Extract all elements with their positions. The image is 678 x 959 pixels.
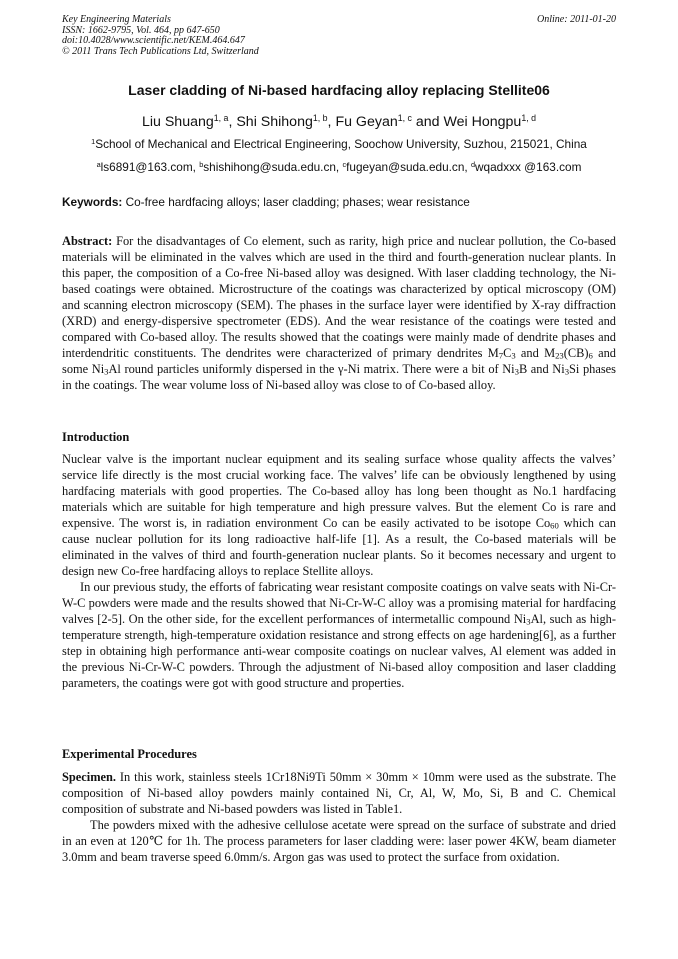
email-address: shishihong@suda.edu.cn, [203, 160, 343, 174]
issn-line: ISSN: 1662-9795, Vol. 464, pp 647-650 [62, 24, 220, 36]
keywords-label: Keywords: [62, 195, 123, 209]
introduction-body [62, 451, 616, 691]
paragraph [62, 579, 616, 691]
subscript: 7 [498, 350, 504, 361]
paragraph-text: Al, such as high-temperature strength, high-temperature oxidation resistance and strong effects on age hardening[6], as a further step in obtaining high performance anti-wear composite coatings on nuclear valves, Al element was added in the previous Ni-Cr-W-C powders. Through the adjustment of Ni-based alloy composition and laser cladding parameters, the coatings were got with good structure and properties. [62, 612, 616, 690]
affiliation [62, 137, 616, 151]
email-sup: c [342, 159, 347, 169]
experimental-body [62, 769, 616, 865]
paragraph-text: Nuclear valve is the important nuclear equipment and its sealing surface whose quality affects the valves’ service life directly is the most crucial working face. The valves’ life can be obviously lengthened by using hardfacing materials with good properties. The Co-based alloy has long been thought as No.1 hardfacing materials which are suitable for high temperature and high pressure valves. But the element Co is rare and expensive. The worst is, in radiation environment Co can be easily activated to be isotope Co [62, 452, 616, 530]
keywords [62, 195, 622, 209]
email-sup: b [199, 159, 204, 169]
author-sup: 1, a [213, 113, 229, 124]
author-list [62, 114, 616, 130]
email-address: fugeyan@suda.edu.cn, [346, 160, 471, 174]
email-address: ls6891@163.com, [100, 160, 200, 174]
author-sup: 1, d [521, 113, 537, 124]
running-header [62, 15, 616, 57]
subscript: 6 [588, 350, 593, 361]
subscript: 60 [550, 520, 559, 531]
abstract-text: and some Ni [62, 346, 616, 376]
author-sup: 1, c [397, 113, 412, 124]
abstract-text: (CB) [563, 346, 589, 360]
copyright-line: © 2011 Trans Tech Publications Ltd, Switzerland [62, 45, 259, 57]
email-sup: a [96, 159, 101, 169]
paragraph-text: In this work, stainless steels 1Cr18Ni9Ti 50mm × 30mm × 10mm were used as the substrate. The composition of Ni-based alloy powders mainly contained Ni, Cr, Al, W, Mo, Si, B and C. Chemical composition of substrate and Ni-based powders was listed in Table1. [62, 770, 616, 816]
journal-name: Key Engineering Materials [62, 14, 171, 25]
paragraph [62, 769, 616, 817]
subscript: 3 [564, 366, 570, 377]
doi-line: doi:10.4028/www.scientific.net/KEM.464.647 [62, 35, 245, 46]
author-name: Shi Shihong [236, 114, 313, 130]
paragraph-text: In our previous study, the efforts of fabricating wear resistant composite coatings on valve seats with Ni-Cr-W-C powders were made and the results showed that Ni-Cr-W-C alloy was a promising material for hardfacing valves [2-5]. On the other side, for the excellent performances of intermetallic compound Ni [62, 580, 616, 626]
email-address: wqadxxx @163.com [475, 160, 582, 174]
abstract-text: Si phases in the coatings. The wear volume loss of Ni-based alloy was close to of Co-based alloy. [62, 362, 616, 392]
abstract [62, 233, 616, 393]
author-name: Liu Shuang [141, 114, 214, 130]
author-name: Fu Geyan [335, 114, 398, 130]
subscript: 3 [104, 366, 109, 377]
author-name: Wei Hongpu [443, 114, 522, 130]
abstract-text: For the disadvantages of Co element, such as rarity, high price and nuclear pollution, the Co-based materials will be eliminated in the valves which are used in the third and fourth-generation nuclear plants. In this paper, the composition of a Co-free Ni-based alloy was designed. With laser cladding technology, the Ni-based coatings were obtained. Microstructure of the coatings was characterized by optical microscopy (OM) and scanning electron microscopy (SEM). The phases in the surface layer were identified by X-ray diffraction (XRD) and energy-dispersive spectrometer (EDS). And the wear resistance of the coatings were tested and compared with Co-based alloy. The results showed that the coatings were mainly made of dendrite phases and interdendritic constituents. The dendrites were characterized of primary dendrites M [62, 234, 616, 360]
paragraph [62, 451, 616, 579]
subscript: 3 [511, 350, 516, 361]
author-separator: , [327, 114, 336, 130]
keywords-text: Co-free hardfacing alloys; laser cladding; phases; wear resistance [122, 195, 470, 209]
specimen-label: Specimen. [62, 770, 117, 784]
section-heading-introduction: Introduction [62, 430, 130, 444]
paragraph-text: which can cause nuclear pollution for its long radioactive half-life [1]. As a result, the Co-based materials will be eliminated in the valves of third and fourth-generation nuclear plants. So it becomes necessary and urgent to design new Co-free hardfacing alloys to replace Stellite alloys. [62, 516, 617, 578]
email-sup: d [470, 159, 475, 169]
abstract-text: C [503, 346, 512, 360]
abstract-text: B and Ni [518, 362, 565, 376]
subscript: 3 [526, 616, 531, 627]
affiliation-sup: 1 [91, 136, 96, 146]
paper-title: Laser cladding of Ni-based hardfacing alloy replacing Stellite06 [128, 82, 550, 98]
author-separator: and [411, 114, 444, 130]
author-separator: , [228, 114, 237, 130]
section-heading-experimental: Experimental Procedures [62, 747, 197, 761]
abstract-text: Al round particles uniformly dispersed in the γ-Ni matrix. There were a bit of Ni [108, 362, 515, 376]
subscript: 23 [555, 350, 564, 361]
abstract-text: and M [515, 346, 556, 360]
abstract-label: Abstract: [62, 234, 113, 248]
paragraph: The powders mixed with the adhesive cellulose acetate were spread on the surface of substrate and dried in an even at 120℃ for 1h. The process parameters for laser cladding were: laser power 4KW, beam diameter 3.0mm and beam traverse speed 6.0mm/s. Argon gas was used to protect the surface from oxidation. [62, 818, 616, 864]
email-list [62, 160, 616, 174]
subscript: 3 [514, 366, 519, 377]
online-date: Online: 2011-01-20 [537, 14, 616, 25]
author-sup: 1, b [312, 113, 328, 124]
affiliation-text: School of Mechanical and Electrical Engineering, Soochow University, Suzhou, 215021, China [95, 137, 587, 151]
